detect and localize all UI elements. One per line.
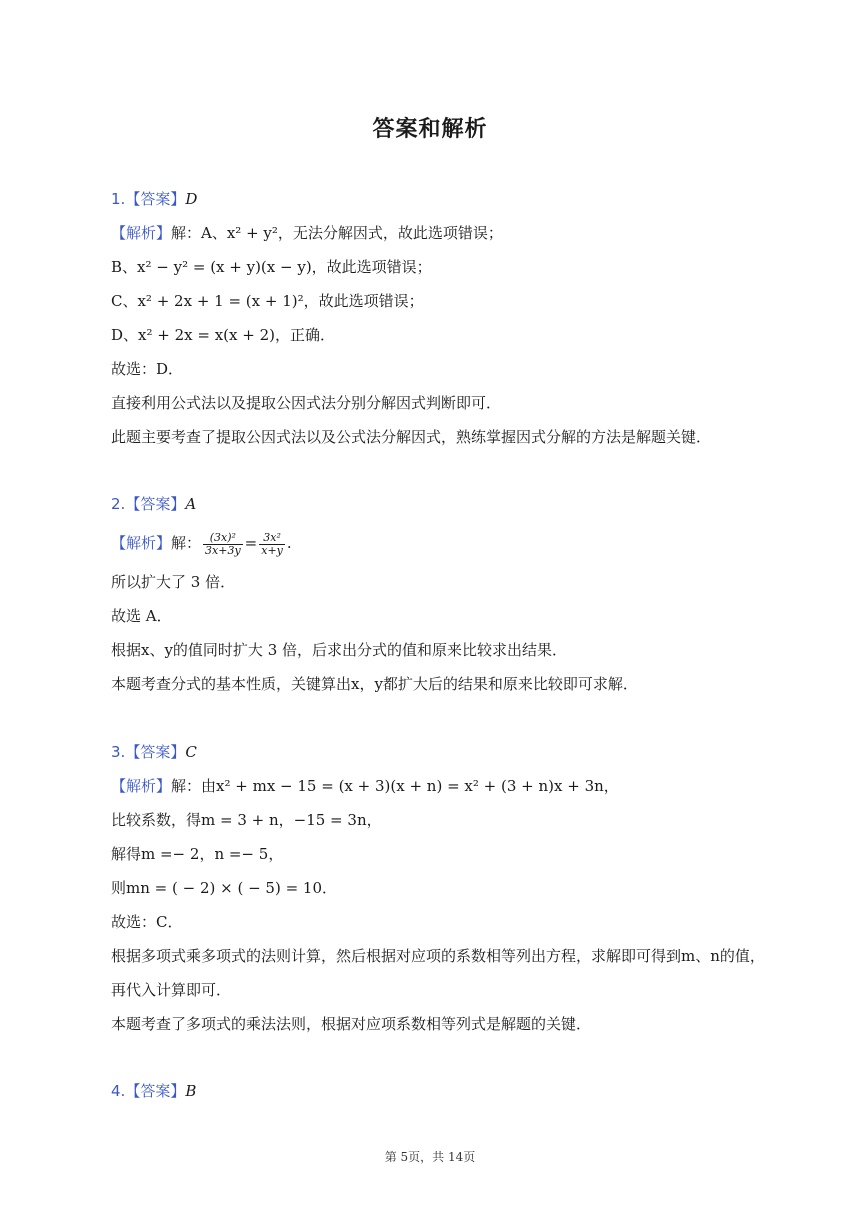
q3-analysis-tag: 【解析】 [111, 777, 172, 795]
q2-end: . [286, 534, 292, 552]
q1-answer-line [111, 188, 761, 210]
q1-line-2: C、x² + 2x + 1 = (x + 1)²，故此选项错误； [111, 292, 424, 310]
q3-answer: C [185, 743, 197, 761]
q1-answer: D [185, 190, 198, 208]
q3-answer-line [111, 741, 761, 763]
q2-frac1-denominator: 3x+3y [205, 543, 241, 557]
q1-line-6: 此题主要考查了提取公因式法以及公式法分解因式，熟练掌握因式分解的方法是解题关键． [111, 428, 712, 446]
q1-line-1: B、x² − y² = (x + y)(x − y)，故此选项错误； [111, 258, 432, 276]
q2-fraction-right [259, 532, 285, 557]
q1-line-5: 直接利用公式法以及提取公因式法分别分解因式判断即可． [111, 394, 502, 412]
q3-line-7: 本题考查了多项式的乘法法则，根据对应项系数相等列式是解题的关键． [111, 1015, 592, 1033]
q3-line-2: 解得m =− 2，n =− 5， [111, 845, 284, 863]
q2-line-0: 所以扩大了 3 倍． [111, 573, 236, 591]
page-footer: 第 5页，共 14页 [384, 1150, 476, 1164]
q3-line-4: 故选：C． [111, 913, 183, 931]
q4-answer-tag: 【答案】 [125, 1082, 186, 1100]
q3-analysis-line [111, 775, 761, 797]
q2-frac1-numerator: (3x)² [203, 532, 243, 545]
q3-line-6: 再代入计算即可． [111, 981, 232, 999]
q1-line-3: D、x² + 2x = x(x + 2)，正确． [111, 326, 335, 344]
q1-line-4: 故选：D． [111, 360, 184, 378]
q2-answer-tag: 【答案】 [125, 495, 186, 513]
q2-frac2-denominator: x+y [261, 543, 283, 557]
q2-frac2-numerator: 3x² [259, 532, 285, 545]
q2-line-3: 本题考查分式的基本性质，关键算出x，y都扩大后的结果和原来比较即可求解． [111, 675, 638, 693]
q2-answer: A [185, 495, 197, 513]
q2-lead: 解： [171, 534, 202, 552]
q1-number: 1. [111, 190, 126, 208]
q4-answer-line [111, 1080, 761, 1102]
q1-analysis-tag: 【解析】 [111, 224, 172, 242]
q3-line-1: 比较系数，得m = 3 + n，−15 = 3n， [111, 811, 382, 829]
q2-equals: = [244, 534, 258, 552]
q2-line-1: 故选 A． [111, 607, 172, 625]
q3-answer-tag: 【答案】 [125, 743, 186, 761]
q3-line-0: 解：由x² + mx − 15 = (x + 3)(x + n) = x² + (3 + n)x + 3n， [171, 777, 619, 795]
q2-analysis-line [111, 528, 761, 558]
q3-line-5: 根据多项式乘多项式的法则计算，然后根据对应项的系数相等列出方程，求解即可得到m、n的值， [111, 947, 765, 965]
q1-line-0: 解：A、x² + y²，无法分解因式，故此选项错误； [171, 224, 503, 242]
q4-answer: B [185, 1082, 197, 1100]
q1-answer-tag: 【答案】 [125, 190, 186, 208]
page-title: 答案和解析 [372, 117, 488, 142]
q2-number: 2. [111, 495, 126, 513]
q2-line-2: 根据x、y的值同时扩大 3 倍，后求出分式的值和原来比较求出结果． [111, 641, 568, 659]
q4-number: 4. [111, 1082, 126, 1100]
q2-analysis-tag: 【解析】 [111, 534, 172, 552]
q3-line-3: 则mn = ( − 2) × ( − 5) = 10． [111, 879, 337, 897]
q2-answer-line [111, 493, 761, 515]
q2-fraction-left [203, 532, 243, 557]
q1-analysis-line [111, 222, 761, 244]
q3-number: 3. [111, 743, 126, 761]
